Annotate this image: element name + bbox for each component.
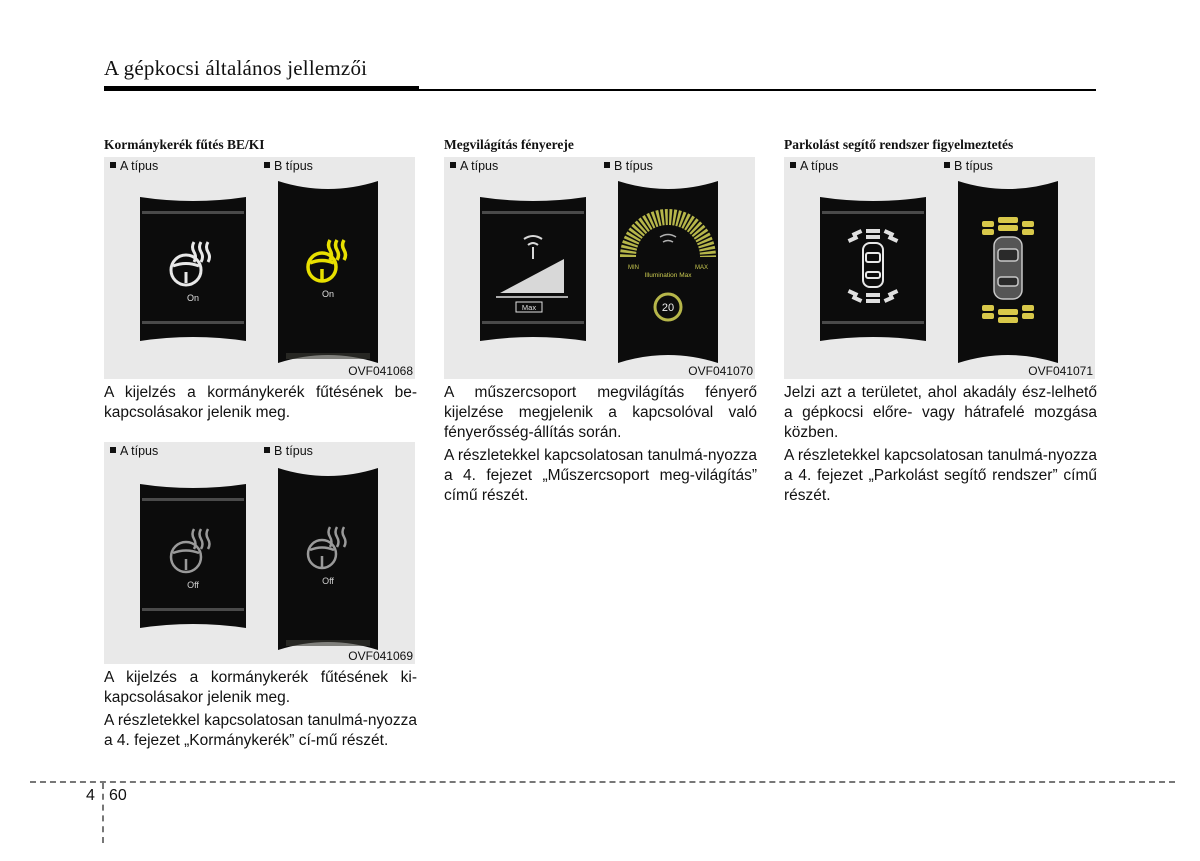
page-header-title: A gépkocsi általános jellemzői [104,56,368,80]
display-panel-a [136,480,250,632]
caption-illumination: A műszercsoport megvilágítás fényerő kijelzése megjelenik a kapcsolóval való fényerősség-állítás során. A részletekkel kapcsolatosan tanulmá-nyozza a 4. fejezet „Műszercsoport meg-világítás” című részét. [444,384,757,504]
figure-code: OVF041071 [1028,364,1093,378]
chapter-number: 4 [86,787,95,804]
type-a-label: A típus [450,159,498,173]
footer-dashed-divider [102,783,104,843]
section-title-illumination: Megvilágítás fényereje [444,137,574,152]
illumination-value: 20 [661,302,675,314]
figure-steering-heat-on [104,157,415,379]
page-number: 60 [109,787,127,804]
max-label: MAX [694,265,708,271]
figure-code: OVF041069 [348,649,413,663]
figure-steering-heat-off [104,442,415,664]
type-b-label: B típus [264,444,313,458]
display-panel-a [816,193,930,345]
car-top-view-icon [994,237,1022,299]
display-panel-a [476,193,590,345]
header-rule-thick [104,86,419,91]
header-rule-thin [419,89,1096,91]
figure-illumination [444,157,755,379]
figure-parking-assist [784,157,1095,379]
level-text-max: Max [521,303,537,312]
display-panel-b [274,464,382,654]
display-panel-b [954,177,1062,367]
caption-parking-assist: Jelzi azt a területet, ahol akadály ész-lelhető a gépkocsi előre- vagy hátrafelé mozgása közben. A részletekkel kapcsolatosan tanulmá-nyozza a 4. fejezet „Parkolást segítő rendszer” című részét. [784,384,1097,504]
display-panel-a [136,193,250,345]
caption-steering-heat-off: A kijelzés a kormánykerék fűtésének ki-kapcsolásakor jelenik meg. A részletekkel kapcsolatosan tanulmá-nyozza a 4. fejezet „Kormánykerék” cí-mű részét. [104,669,417,749]
figure-code: OVF041068 [348,364,413,378]
type-a-label: A típus [110,159,158,173]
type-a-label: A típus [790,159,838,173]
section-title-steering-heat: Kormánykerék fűtés BE/KI [104,137,265,152]
illumination-label: Illumination Max [644,272,692,279]
caption-steering-heat-on: A kijelzés a kormánykerék fűtésének be-kapcsolásakor jelenik meg. [104,384,417,421]
footer-dashed-rule [30,781,1175,783]
type-b-label: B típus [264,159,313,173]
status-text-on: On [186,293,200,303]
figure-code: OVF041070 [688,364,753,378]
type-a-label: A típus [110,444,158,458]
status-text-on: On [321,289,335,299]
display-panel-b [274,177,382,367]
type-b-label: B típus [604,159,653,173]
status-text-off: Off [187,580,199,590]
status-text-off: Off [322,576,334,586]
type-b-label: B típus [944,159,993,173]
section-title-parking-assist: Parkolást segítő rendszer figyelmeztetés [784,137,1014,152]
display-panel-b [614,177,722,367]
min-label: MIN [628,265,639,271]
